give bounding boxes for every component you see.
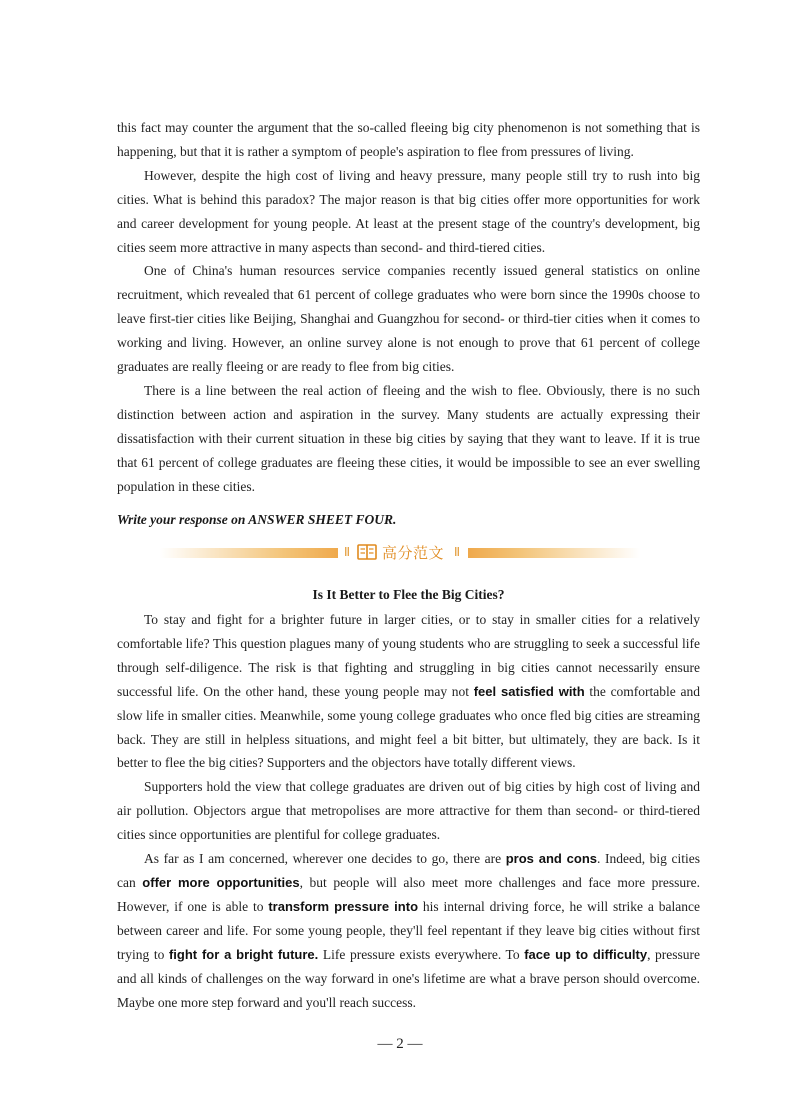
banner-title: 高分范文 — [382, 544, 445, 562]
reading-passage — [117, 116, 700, 499]
key-phrase: pros and cons — [505, 851, 597, 867]
essay-p3-text-1: As far as I am concerned, wherever one decides to go, there are — [144, 851, 506, 867]
key-phrase: feel satisfied with — [473, 683, 585, 699]
passage-paragraph-2: However, despite the high cost of living and heavy pressure, many people still try to rush into big cities. What is behind this paradox? The major reason is that big cities offer more opportunities for work and career development for young people. At least at the present stage of the country's development, big cities seem more attractive in many aspects than second- and third-tiered cities. — [117, 167, 700, 255]
passage-paragraph-3: One of China's human resources service companies recently issued general statistics on online recruitment, which revealed that 61 percent of college graduates who were born since the 1990s choose to leave first-tier cities like Beijing, Shanghai and Guangzhou for second- or third-tier cities when it comes to working and living. However, an online survey alone is not enough to prove that 61 percent of college graduates are really fleeing or are ready to flee from big cities. — [117, 263, 700, 375]
passage-paragraph-1: this fact may counter the argument that the so-called fleeing big city phenomenon is not something that is happening, but that it is rather a symptom of people's aspiration to flee from pressures of living. — [117, 120, 700, 159]
passage-paragraph-4: There is a line between the real action of fleeing and the wish to flee. Obviously, there is no such distinction between action and aspiration in the survey. Many students are actually expressing their dissatisfaction with their current situation in these big cities by saying that they want to leave. If it is true that 61 percent of college graduates are fleeing these cities, it would be impossible to see an ever swelling population in these cities. — [117, 382, 700, 494]
essay-p3-text-3: , but people will also meet more challenges and face more pressure. However, if one is able to — [117, 874, 700, 914]
model-essay-banner — [160, 540, 640, 568]
key-phrase: fight for a bright future. — [168, 946, 319, 962]
key-phrase: face up to difficulty — [524, 946, 648, 962]
essay-p3-text-4: his internal driving force, he will strike a balance between career and life. For some young people, they'll feel repentant if they leave big cities without first trying to — [117, 898, 700, 962]
answer-sheet-instruction: Write your response on ANSWER SHEET FOUR. — [117, 512, 397, 527]
banner-ticks-left: II — [344, 545, 350, 559]
banner-bar-left — [160, 548, 338, 558]
essay-p1-text-1: To stay and fight for a brighter future in larger cities, or to stay in smaller cities for a relatively comfortable life? This question plagues many of young students who are struggling to seek a successful life through self-diligence. The risk is that fighting and struggling in big cities cannot necessarily ensure successful life. On the other hand, these young people may not — [117, 612, 700, 699]
page-number: — 2 — — [377, 1036, 423, 1052]
open-book-icon — [357, 543, 377, 561]
essay-p3-text-5: Life pressure exists everywhere. To — [318, 946, 525, 962]
banner-ticks-right: II — [454, 545, 460, 559]
essay-paragraph-3 — [117, 847, 700, 1014]
essay-title: Is It Better to Flee the Big Cities? — [312, 587, 505, 602]
essay-p3-text-2: . Indeed, big cities can — [117, 851, 700, 890]
essay-p1-text-2: the comfortable and slow life in smaller cities. Meanwhile, some young college graduates who once fled big cities are streaming back. They are still in helpless situations, and might feel a bit bitter, but ultimately, they are back. Is it better to flee the big cities? Supporters and the objectors have totally different views. — [117, 683, 700, 771]
key-phrase: transform pressure into — [268, 898, 419, 914]
model-essay — [117, 583, 700, 1014]
essay-paragraph-2: Supporters hold the view that college graduates are driven out of big cities by high cost of living and air pollution. Objectors argue that metropolises are more attractive for them than second- or third-tiered cities since opportunities are plentiful for college graduates. — [117, 779, 700, 843]
banner-bar-right — [468, 548, 640, 558]
key-phrase: offer more opportunities — [142, 874, 300, 890]
essay-paragraph-1 — [117, 608, 700, 775]
essay-p3-text-6: , pressure and all kinds of challenges on the way forward in one's lifetime are what a brave person should overcome. Maybe one more step forward and you'll reach success. — [117, 946, 701, 1010]
